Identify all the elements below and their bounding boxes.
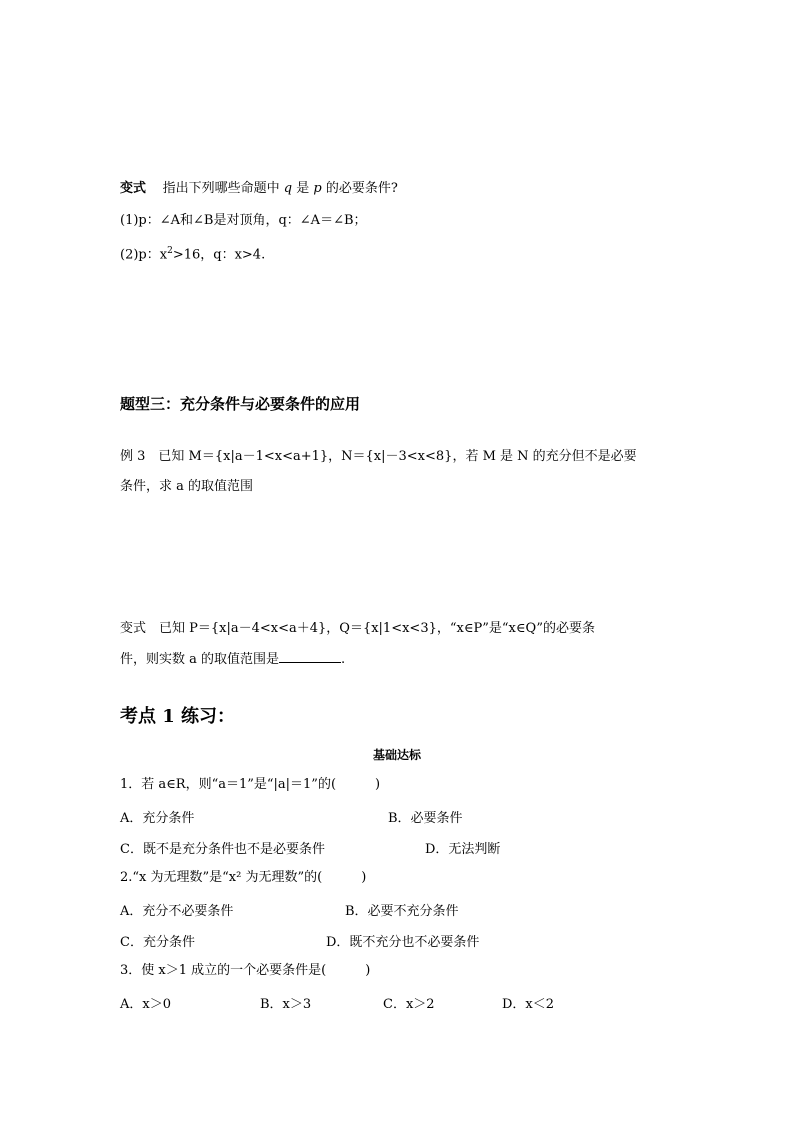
q2-stem: 2.“x 为无理数”是“x² 为无理数”的( ) xyxy=(120,870,367,885)
q1-option-a: A．充分条件 xyxy=(120,811,195,826)
variant1-item-1: (1)p：∠A和∠B是对顶角，q：∠A＝∠B； xyxy=(120,213,367,228)
section3-title: 题型三：充分条件与必要条件的应用 xyxy=(120,395,361,413)
variant1-item-2-a: (2)p：x xyxy=(120,247,168,263)
variant1-q: q xyxy=(283,181,293,196)
variant1-item-2-b: >16，q：x>4. xyxy=(172,247,266,263)
q1-option-d: D．无法判断 xyxy=(425,842,501,857)
practice-subtitle: 基础达标 xyxy=(372,748,421,762)
q2-option-b: B．必要不充分条件 xyxy=(345,904,459,919)
q2-option-d: D．既不充分也不必要条件 xyxy=(326,935,480,950)
q1-option-c: C．既不是充分条件也不是必要条件 xyxy=(120,842,325,857)
variant1-item-2-sup: 2 xyxy=(167,246,173,256)
variant1-text-a: 指出下列哪些命题中 xyxy=(162,181,280,196)
variant1-p: p xyxy=(313,181,322,196)
variant1-item-2 xyxy=(120,242,265,264)
q1-stem: 1．若 a∈R，则“a＝1”是“|a|＝1”的( ) xyxy=(120,777,381,792)
q2-option-a: A．充分不必要条件 xyxy=(120,904,234,919)
q1-option-b: B．必要条件 xyxy=(388,811,463,826)
variant2-line-2-b: . xyxy=(341,652,346,667)
practice-title: 考点 1 练习： xyxy=(120,706,236,727)
example3-line-2: 条件，求 a 的取值范围 xyxy=(120,479,254,494)
variant2-line-2-a: 件，则实数 a 的取值范围是 xyxy=(120,652,280,667)
q2-option-c: C．充分条件 xyxy=(120,935,195,950)
variant1-text-b: 是 xyxy=(296,181,310,196)
variant2-line-2 xyxy=(120,650,345,669)
example3-line-1: 例 3 已知 M＝{x|a－1<x<a+1}，N＝{x|－3<x<8}，若 M 是 N 的充分但不是必要 xyxy=(120,449,637,464)
variant1-text-c: 的必要条件? xyxy=(325,181,398,196)
q3-option-b: B．x＞3 xyxy=(260,997,312,1012)
variant1-tag: 变式 xyxy=(120,181,147,196)
q3-option-d: D．x＜2 xyxy=(502,997,555,1012)
variant1-prompt xyxy=(120,180,398,198)
answer-blank xyxy=(279,650,341,663)
q3-stem: 3．使 x＞1 成立的一个必要条件是( ) xyxy=(120,963,371,978)
q3-option-c: C．x＞2 xyxy=(383,997,435,1012)
variant2-line-1: 变式 已知 P＝{x|a－4<x<a＋4}，Q＝{x|1<x<3}，“x∈P”是“x∈Q”的必要条 xyxy=(120,621,596,636)
q3-option-a: A．x＞0 xyxy=(120,997,171,1012)
